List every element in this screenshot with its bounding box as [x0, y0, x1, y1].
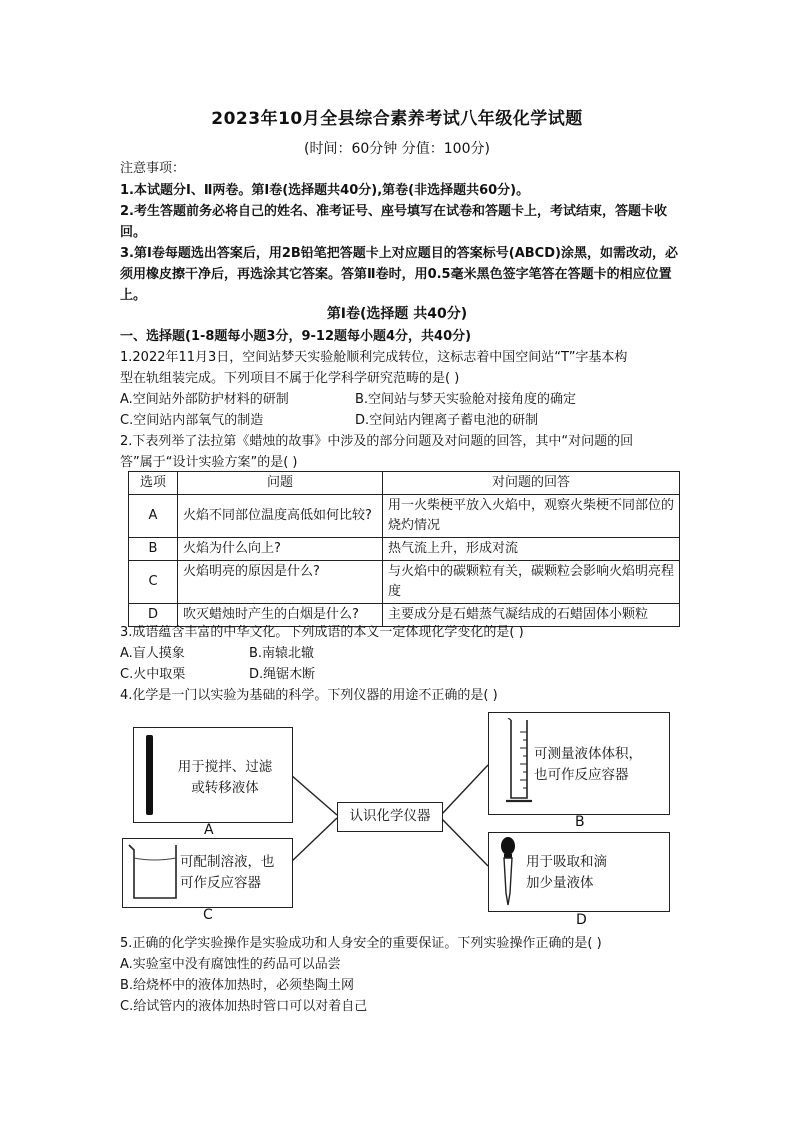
box-a-letter: A [204, 822, 214, 838]
box-b-letter: B [575, 814, 585, 830]
table-cell: 热气流上升，形成对流 [383, 538, 680, 561]
table-cell: 吹灭蜡烛时产生的白烟是什么? [178, 604, 383, 627]
box-a-line2: 或转移液体 [191, 780, 259, 796]
box-c-text [180, 852, 290, 894]
q5-option-b: B.给烧杯中的液体加热时，必须垫陶土网 [120, 978, 355, 993]
box-d-text [526, 852, 658, 894]
table-cell: A [129, 495, 178, 538]
q2-stem-line1: 2.下表列举了法拉第《蜡烛的故事》中涉及的部分问题及对问题的回答，其中“对问题的回 [120, 434, 634, 449]
q1-option-c: C.空间站内部氧气的制造 [120, 413, 264, 428]
box-d-line2: 加少量液体 [526, 875, 594, 891]
q3-option-a: A.盲人摸象 [120, 646, 185, 661]
table-cell: B [129, 538, 178, 561]
center-label: 认识化学仪器 [349, 808, 431, 824]
exam-title: 2023年10月全县综合素养考试八年级化学试题 [211, 109, 583, 129]
table-cell: 主要成分是石蜡蒸气凝结成的石蜡固体小颗粒 [383, 604, 680, 627]
note-item-2: 2.考生答题前务必将自己的姓名、准考证号、座号填写在试卷和答题卡上，考试结束，答题卡收回。 [120, 204, 667, 240]
section-part-heading: 一、选择题(1-8题每小题3分，9-12题每小题4分，共40分) [120, 329, 472, 344]
table-header: 选项 [129, 472, 178, 495]
exam-subtitle: (时间：60分钟 分值：100分) [304, 141, 490, 157]
box-c-line2: 可作反应容器 [180, 875, 261, 891]
table-cell: 火焰不同部位温度高低如何比较? [178, 495, 383, 538]
q2-stem-line2: 答”属于“设计实验方案”的是( ) [120, 455, 298, 470]
table-cell: 火焰为什么向上? [178, 538, 383, 561]
note-item-1: 1.本试题分Ⅰ、Ⅱ两卷。第Ⅰ卷(选择题共40分),第卷(非选择题共60分)。 [120, 183, 530, 198]
box-c-line1: 可配制溶液，也 [180, 854, 275, 870]
table-cell: 火焰明亮的原因是什么? [178, 561, 383, 604]
box-d-line1: 用于吸取和滴 [526, 854, 607, 870]
box-b-line1: 可测量液体体积， [534, 746, 642, 762]
glass-rod-icon [142, 735, 158, 817]
table-cell: D [129, 604, 178, 627]
box-c-letter: C [203, 907, 213, 923]
q1-stem-line1: 1.2022年11月3日，空间站梦天实验舱顺利完成转位，这标志着中国空间站“T”字基本构 [120, 350, 628, 365]
table-cell: C [129, 561, 178, 604]
note-item-3: 3.第Ⅰ卷每题选出答案后，用2B铅笔把答题卡上对应题目的答案标号(ABCD)涂黑，如需改动，必须用橡皮擦干净后，再选涂其它答案。答第Ⅱ卷时，用0.5毫米黑色签字笔答在答题卡的相应位置上。 [120, 246, 678, 303]
graduated-cylinder-icon [504, 718, 534, 808]
q3-stem: 3.成语蕴含丰富的中华文化。下列成语的本义一定体现化学变化的是( ) [120, 625, 524, 640]
q1-option-b: B.空间站与梦天实验舱对接角度的确定 [355, 392, 577, 407]
q5-option-a: A.实验室中没有腐蚀性的药品可以品尝 [120, 957, 341, 972]
q5-option-c: C.给试管内的液体加热时管口可以对着自己 [120, 999, 368, 1014]
q1-option-a: A.空间站外部防护材料的研制 [120, 392, 289, 407]
table-header: 对问题的回答 [383, 472, 680, 495]
beaker-icon [126, 842, 180, 902]
box-b-text [534, 744, 664, 786]
box-a-line1: 用于搅拌、过滤 [177, 759, 273, 775]
section-title: 第Ⅰ卷(选择题 共40分) [326, 306, 468, 322]
box-a-text [164, 757, 286, 799]
q1-option-d: D.空间站内锂离子蓄电池的研制 [355, 413, 539, 428]
q1-stem-line2: 型在轨组装完成。下列项目不属于化学科学研究范畴的是( ) [120, 371, 460, 386]
q4-stem: 4.化学是一门以实验为基础的科学。下列仪器的用途不正确的是( ) [120, 688, 498, 703]
box-d-letter: D [576, 912, 587, 928]
q3-option-b: B.南辕北辙 [249, 646, 315, 661]
table-header: 问题 [178, 472, 383, 495]
box-b-line2: 也可作反应容器 [534, 767, 629, 783]
table-cell: 与火焰中的碳颗粒有关，碳颗粒会影响火焰明亮程度 [383, 561, 680, 604]
table-cell: 用一火柴梗平放入火焰中，观察火柴梗不同部位的烧灼情况 [383, 495, 680, 538]
dropper-icon [496, 835, 520, 907]
q3-option-c: C.火中取栗 [120, 667, 186, 682]
q3-option-d: D.绳锯木断 [249, 667, 316, 682]
notes-heading: 注意事项： [120, 161, 186, 176]
q5-stem: 5.正确的化学实验操作是实验成功和人身安全的重要保证。下列实验操作正确的是( ) [120, 936, 602, 951]
